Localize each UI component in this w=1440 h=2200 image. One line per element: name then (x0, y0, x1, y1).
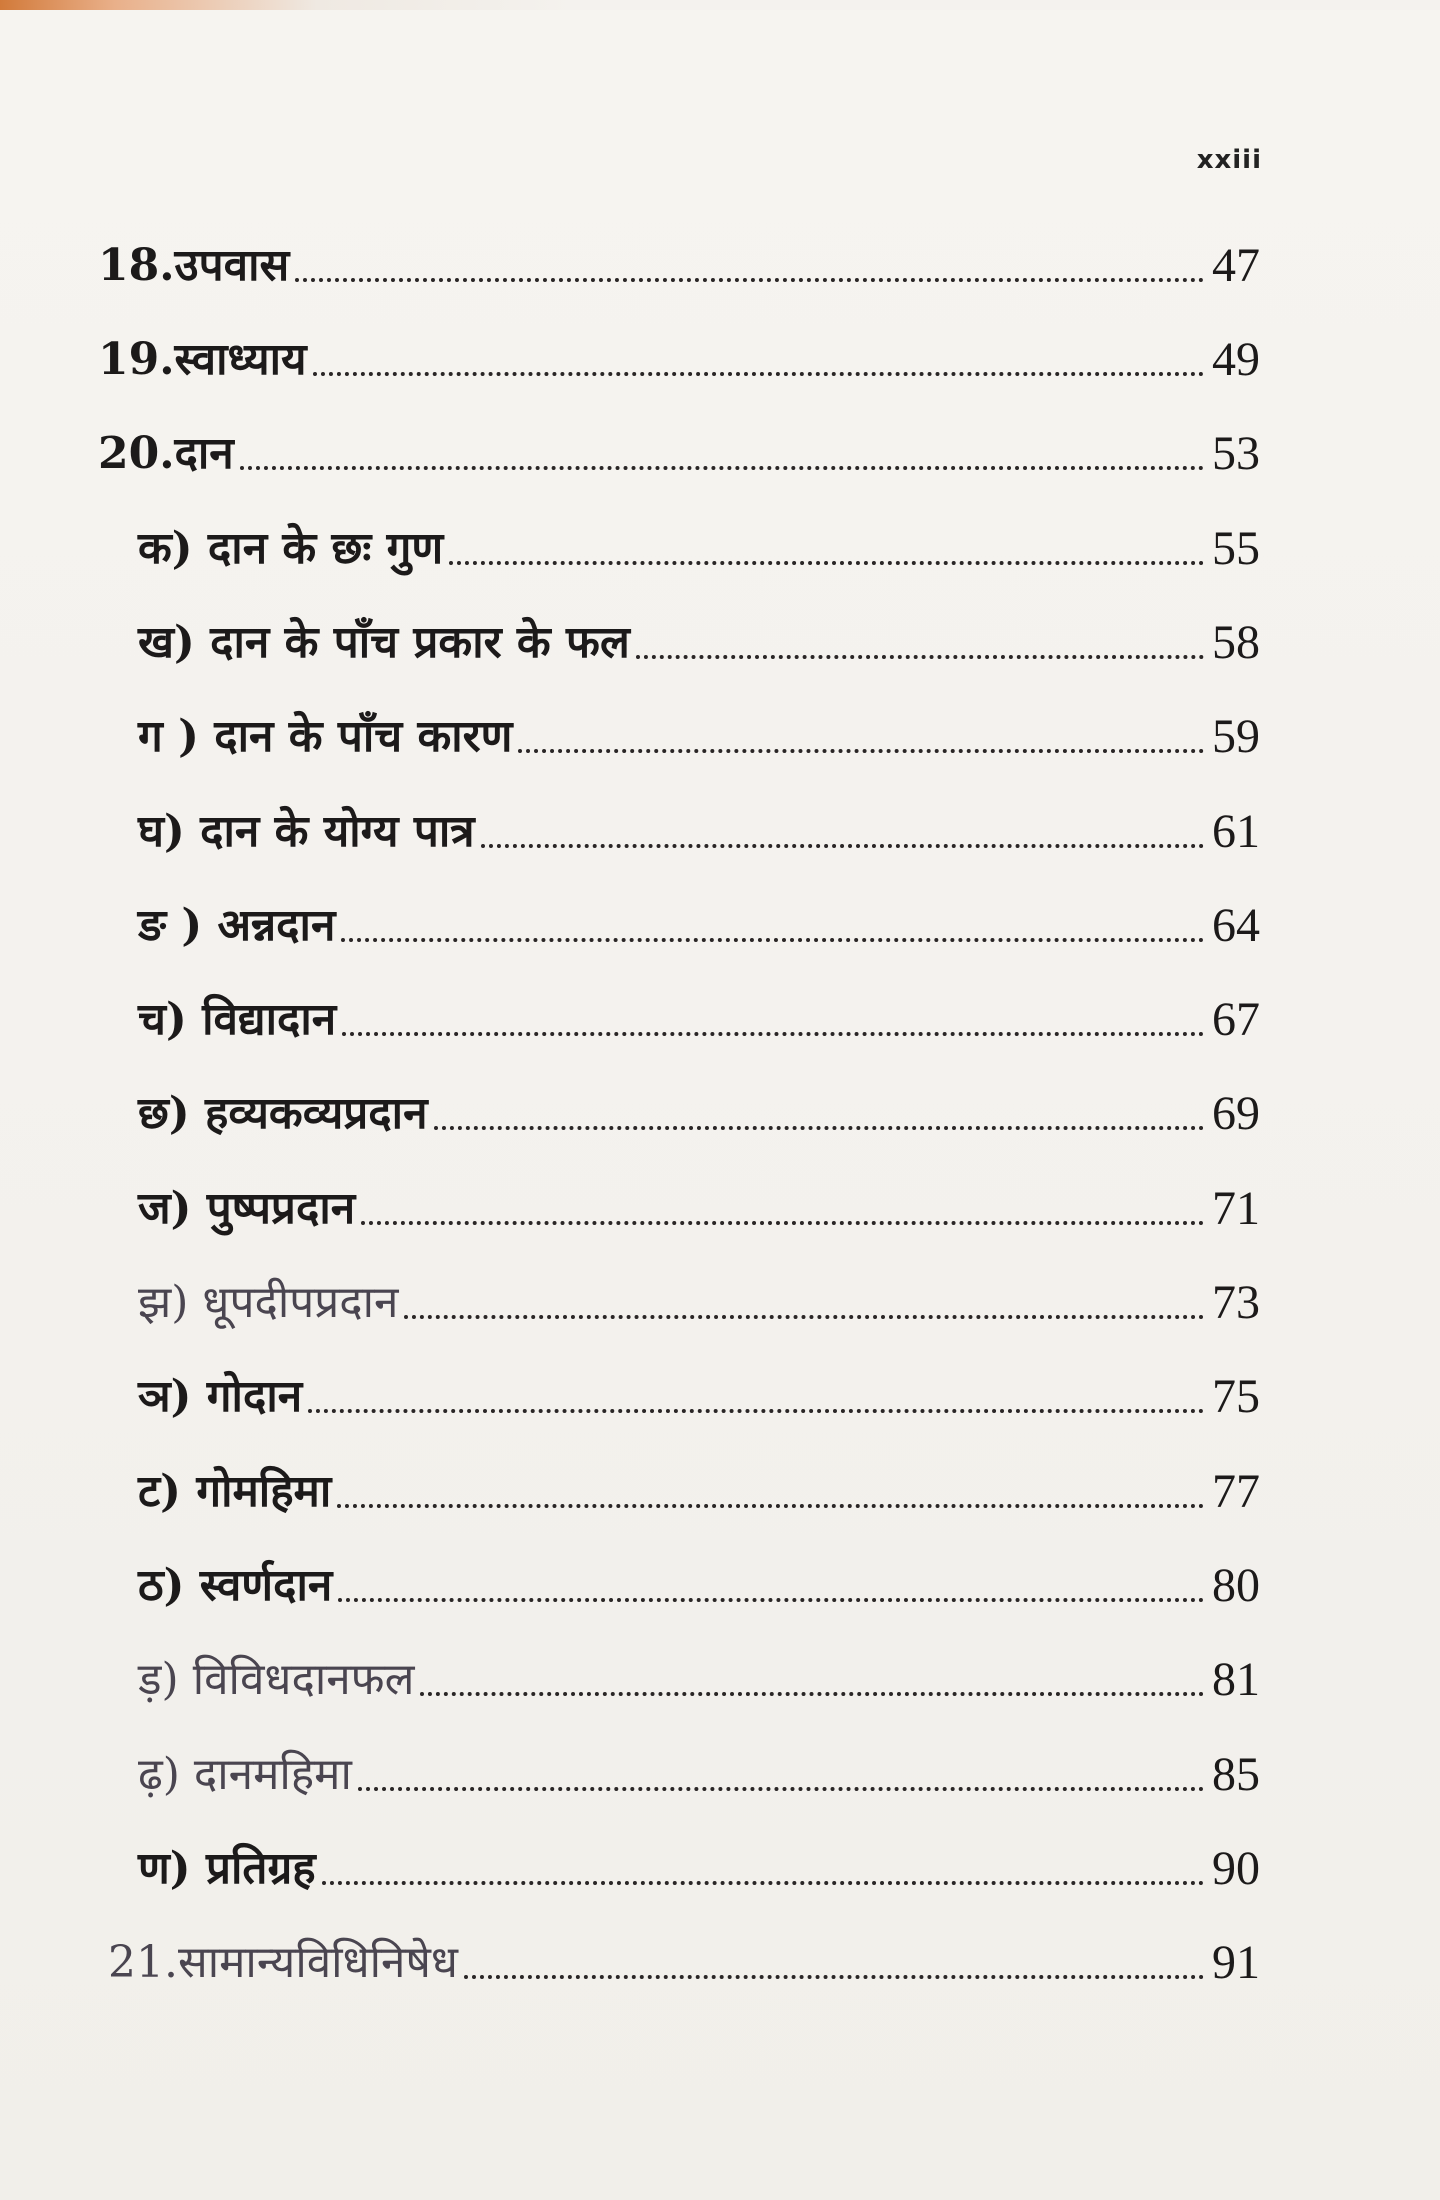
leader-dots (404, 1315, 1204, 1319)
toc-entry (108, 1933, 1260, 1993)
leader-dots (308, 1409, 1204, 1413)
toc-entry-title: 21.सामान्यविधिनिषेध (108, 1937, 458, 1988)
toc-entry-title: झ) धूपदीपप्रदान (138, 1277, 399, 1328)
leader-dots (518, 749, 1204, 753)
toc-entry-title: ञ) गोदान (138, 1371, 303, 1422)
toc-entry (138, 1367, 1260, 1427)
toc-entry-page: 49 (1212, 333, 1260, 386)
toc-entry-page: 85 (1212, 1748, 1260, 1801)
toc-entry-title: घ) दान के योग्य पात्र (138, 806, 475, 857)
toc-entry-page: 47 (1212, 239, 1260, 292)
toc-entry-page: 55 (1212, 522, 1260, 575)
leader-dots (295, 278, 1204, 282)
toc-entry-title: ण) प्रतिग्रह (138, 1843, 316, 1894)
leader-dots (240, 466, 1204, 470)
toc-entry-page: 69 (1212, 1087, 1260, 1140)
toc-entry-title: क) दान के छः गुण (138, 523, 444, 574)
toc-entry (138, 1273, 1260, 1333)
toc-entry-title: ङ ) अन्नदान (138, 900, 336, 951)
leader-dots (636, 655, 1204, 659)
toc-entry (138, 1745, 1260, 1805)
toc-entry-page: 81 (1212, 1653, 1260, 1706)
toc-entry-page: 61 (1212, 805, 1260, 858)
toc-entry-page: 67 (1212, 993, 1260, 1046)
leader-dots (481, 844, 1204, 848)
toc-entry-page: 75 (1212, 1370, 1260, 1423)
page-number: xxiii (1196, 145, 1262, 175)
leader-dots (361, 1221, 1204, 1225)
leader-dots (342, 1032, 1204, 1036)
toc-entry (138, 1084, 1260, 1144)
toc-entry (138, 1556, 1260, 1616)
toc-entry-title: ट) गोमहिमा (138, 1466, 332, 1517)
toc-entry (98, 330, 1260, 390)
toc-entry-title: 18.उपवास (98, 240, 290, 291)
toc-entry (138, 519, 1260, 579)
toc-entry-title: छ) हव्यकव्यप्रदान (138, 1088, 428, 1139)
toc-entry-title: ढ़) दानमहिमा (138, 1749, 352, 1800)
leader-dots (434, 1126, 1205, 1130)
toc-entry-page: 58 (1212, 616, 1260, 669)
leader-dots (464, 1975, 1204, 1979)
toc-entry (98, 236, 1260, 296)
toc-entry-title: ठ) स्वर्णदान (138, 1560, 333, 1611)
toc-entry (138, 1650, 1260, 1710)
toc-entry-page: 53 (1212, 427, 1260, 480)
toc-entry (138, 896, 1260, 956)
toc-entry (138, 802, 1260, 862)
toc-entry-page: 71 (1212, 1182, 1260, 1235)
toc-entry-title: च) विद्यादान (138, 994, 337, 1045)
toc-entry (138, 1179, 1260, 1239)
leader-dots (341, 938, 1204, 942)
leader-dots (338, 1598, 1204, 1602)
toc-entry-title: 19.स्वाध्याय (98, 334, 307, 385)
toc-entry-title: ड़) विविधदानफल (138, 1654, 415, 1705)
toc-entry (138, 1839, 1260, 1899)
leader-dots (420, 1692, 1204, 1696)
leader-dots (337, 1504, 1204, 1508)
toc-entry (138, 1462, 1260, 1522)
toc-entry-page: 90 (1212, 1842, 1260, 1895)
toc-entry-page: 77 (1212, 1465, 1260, 1518)
toc-entry-page: 73 (1212, 1276, 1260, 1329)
toc-entry-page: 59 (1212, 710, 1260, 763)
leader-dots (313, 372, 1204, 376)
toc-entry (138, 613, 1260, 673)
toc-entry (138, 707, 1260, 767)
toc-entry-page: 80 (1212, 1559, 1260, 1612)
leader-dots (449, 561, 1204, 565)
page-top-edge (0, 0, 1440, 10)
toc-entry-title: 20.दान (98, 428, 234, 479)
toc-entry (98, 424, 1260, 484)
toc-entry-page: 91 (1212, 1936, 1260, 1989)
toc-entry-title: ग ) दान के पाँच कारण (138, 711, 513, 762)
toc-entry (138, 990, 1260, 1050)
leader-dots (322, 1881, 1204, 1885)
toc-entry-title: ज) पुष्पप्रदान (138, 1183, 356, 1234)
toc-entry-title: ख) दान के पाँच प्रकार के फल (138, 617, 630, 668)
leader-dots (358, 1787, 1204, 1791)
toc-entry-page: 64 (1212, 899, 1260, 952)
